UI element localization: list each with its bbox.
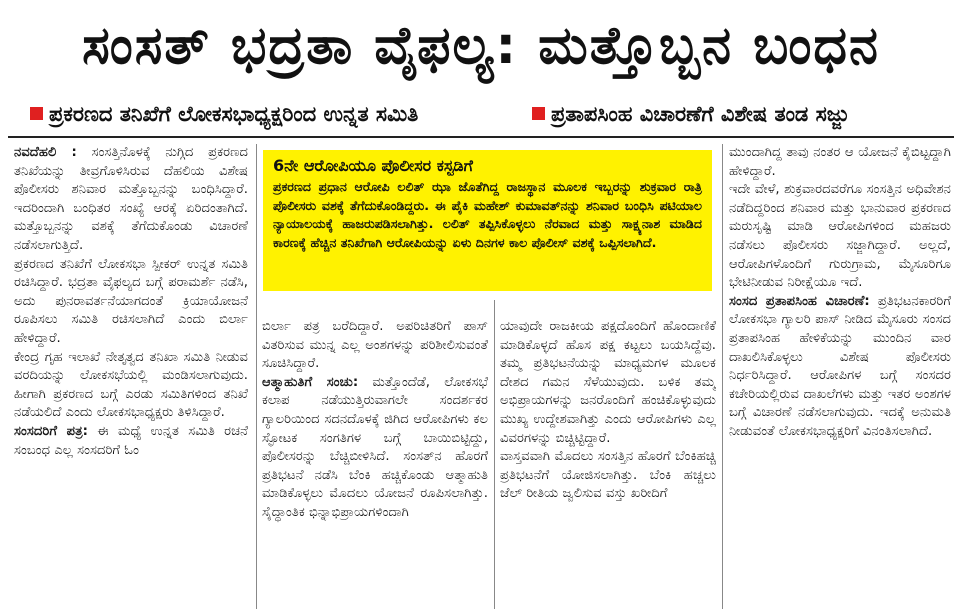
red-square-bullet	[30, 107, 43, 120]
paragraph: ವಾಸ್ತವವಾಗಿ ಮೊದಲು ಸಂಸತ್ತಿನ ಹೊರಗೆ ಬೆಂಕಿಹಚ್ಚಿ ಪ್ರತಿಭಟನೆಗೆ ಯೋಜಿಸಲಾಗಿತ್ತು. ಬೆಂಕಿ ಹಚ್ಚಲು ಜೆಲ್ ರೀತಿಯ ಜ್ವಲಿಸುವ ವಸ್ತು ಖರೀದಿಗೆ	[500, 449, 716, 502]
paragraph: ಬಿರ್ಲಾ ಪತ್ರ ಬರೆದಿದ್ದಾರೆ. ಅಪರಿಚಿತರಿಗೆ ಪಾಸ್ ವಿತರಿಸುವ ಮುನ್ನ ಎಲ್ಲ ಅಂಶಗಳನ್ನು ಪರಿಶೀಲಿಸುವಂತೆ ಸೂಚಿಸಿದ್ದಾರೆ.	[262, 319, 488, 372]
paragraph: ಕೇಂದ್ರ ಗೃಹ ಇಲಾಖೆ ನೇತೃತ್ವದ ತನಿಖಾ ಸಮಿತಿ ನೀಡುವ ವರದಿಯನ್ನು ಲೋಕಸಭೆಯಲ್ಲಿ ಮಂಡಿಸಲಾಗುವುದು. ಹೀಗಾಗಿ ಪ್ರಕರಣದ ಬಗ್ಗೆ ಎರಡು ಸಮಿತಿಗಳಿಂದ ತನಿಖೆ ನಡೆಯಲಿದೆ ಎಂದು ಲೋಕಸಭಾಧ್ಯಕ್ಷರು ತಿಳಿಸಿದ್ದಾರೆ.	[14, 349, 248, 421]
paragraph-text: ಪ್ರತಿಭಟನಕಾರರಿಗೆ ಲೋಕಸಭಾ ಗ್ಯಾಲರಿ ಪಾಸ್ ನೀಡಿದ ಮೈಸೂರು ಸಂಸದ ಪ್ರತಾಪಸಿಂಹ ಹೇಳಿಕೆಯನ್ನು ಮುಂದಿನ ವಾರ ದಾಖಲಿಸಿಕೊಳ್ಳಲು ವಿಶೇಷ ಪೊಲೀಸರು ನಿರ್ಧರಿಸಿದ್ದಾರೆ. ಆರೋಪಿಗಳ ಬಗ್ಗೆ ಸಂಸದರ ಕಚೇರಿಯಲ್ಲಿರುವ ದಾಖಲೆಗಳು ಮತ್ತು ಇತರ ಅಂಶಗಳ ಬಗ್ಗೆ ವಿಚಾರಣೆ ನಡೆಸಲಾಗುವುದು. ಇದಕ್ಕೆ ಅನುಮತಿ ನೀಡುವಂತೆ ಲೋಕಸಭಾಧ್ಯಕ್ಷರಿಗೆ ವಿನಂತಿಸಲಾಗಿದೆ.	[729, 293, 951, 439]
subhead-pratapsimha-text: ಪ್ರತಾಪಸಿಂಹ ವಿಚಾರಣೆಗೆ ವಿಶೇಷ ತಂಡ ಸಜ್ಜು	[551, 102, 849, 126]
headline: ಸಂಸತ್ ಭದ್ರತಾ ವೈಫಲ್ಯ: ಮತ್ತೊಬ್ಬನ ಬಂಧನ	[82, 16, 880, 76]
divider-rule	[8, 136, 954, 138]
paragraph-text: ಈ ಮಧ್ಯೆ ಉನ್ನತ ಸಮಿತಿ ರಚನೆ ಸಂಬಂಧ ಎಲ್ಲ ಸಂಸದರಿಗೆ ಓಂ	[14, 423, 248, 458]
subhead-committee	[30, 96, 530, 132]
subhead-pratapsimha	[532, 96, 957, 132]
paragraph-lead: ಸಂಸದ ಪ್ರತಾಪಸಿಂಹ ವಿಚಾರಣೆ:	[729, 293, 870, 309]
paragraph: ಇದೇ ವೇಳೆ, ಶುಕ್ರವಾರದವರೆಗೂ ಸಂಸತ್ತಿನ ಅಧಿವೇಶನ ನಡೆದಿದ್ದರಿಂದ ಶನಿವಾರ ಮತ್ತು ಭಾನುವಾರ ಪ್ರಕರಣದ ಮರುಸೃಷ್ಟಿ ಮಾಡಿ ಆರೋಪಿಗಳಿಂದ ಮಹಜರು ನಡೆಸಲು ಪೊಲೀಸರು ಸಜ್ಜಾಗಿದ್ದಾರೆ. ಅಲ್ಲದೆ, ಆರೋಪಿಗಳೊಂದಿಗೆ ಗುರುಗ್ರಾಮ, ಮೈಸೂರಿಗೂ ಭೇಟಿನೀಡುವ ನಿರೀಕ್ಷೆಯೂ ಇದೆ.	[729, 182, 951, 291]
paragraph-lead: ಸಂಸದರಿಗೆ ಪತ್ರ:	[14, 423, 88, 439]
paragraph-text: ಮತ್ತೊಂದೆಡೆ, ಲೋಕಸಭೆ ಕಲಾಪ ನಡೆಯುತ್ತಿರುವಾಗಲೇ ಸಂದರ್ಶಕರ ಗ್ಯಾಲರಿಯಿಂದ ಸದನದೊಳಕ್ಕೆ ಜಿಗಿದ ಆರೋಪಿಗಳು ಕಲ ಸ್ಫೋಟಕ ಸಂಗತಿಗಳ ಬಗ್ಗೆ ಬಾಯಿಬಿಟ್ಟಿದ್ದು, ಪೊಲೀಸರನ್ನು ಬೆಚ್ಚಿಬೀಳಿಸಿದೆ. ಸಂಸತ್‌ನ ಹೊರಗೆ ಪ್ರತಿಭಟನೆ ನಡೆಸಿ ಬೆಂಕಿ ಹಚ್ಚಿಕೊಂಡು ಆತ್ಮಾಹುತಿ ಮಾಡಿಕೊಳ್ಳಲು ಮೊದಲು ಯೋಜನೆ ರೂಪಿಸಲಾಗಿತ್ತು. ಸೈದ್ಧಾಂತಿಕ ಭಿನ್ನಾಭಿಪ್ರಾಯಗಳಿಂದಾಗಿ	[262, 374, 488, 520]
article-column-1	[14, 144, 248, 609]
paragraph	[14, 144, 248, 256]
article-column-2	[262, 318, 488, 609]
article-column-3	[500, 318, 716, 609]
highlight-box-title: 6ನೇ ಆರೋಪಿಯೂ ಪೊಲೀಸರ ಕಸ್ಟಡಿಗೆ	[273, 156, 473, 175]
highlight-box-body: ಪ್ರಕರಣದ ಪ್ರಧಾನ ಆರೋಪಿ ಲಲಿತ್ ಝಾ ಜೊತೆಗಿದ್ದ ರಾಜಸ್ಥಾನ ಮೂಲಕ ಇಬ್ಬರನ್ನು ಶುಕ್ರವಾರ ರಾತ್ರಿ ಪೊಲೀಸರು ವಶಕ್ಕೆ ತೆಗೆದುಕೊಂಡಿದ್ದರು. ಈ ಪೈಕಿ ಮಹೇಶ್ ಕುಮಾವತ್‌ನನ್ನು ಶನಿವಾರ ಬಂಧಿಸಿ ಪಟಿಯಾಲ ನ್ಯಾಯಾಲಯಕ್ಕೆ ಹಾಜರುಪಡಿಸಲಾಗಿತ್ತು. ಲಲಿತ್ ತಪ್ಪಿಸಿಕೊಳ್ಳಲು ನೆರವಾದ ಮತ್ತು ಸಾಕ್ಷ್ಯನಾಶ ಮಾಡಿದ ಕಾರಣಕ್ಕೆ ಹೆಚ್ಚಿನ ತನಿಖೆಗಾಗಿ ಆರೋಪಿಯನ್ನು ಏಳು ದಿನಗಳ ಕಾಲ ಪೊಲೀಸ್ ವಶಕ್ಕೆ ಒಪ್ಪಿಸಲಾಗಿದೆ.	[273, 179, 702, 250]
paragraph	[729, 293, 951, 442]
article-column-4	[729, 144, 951, 609]
paragraph: ಪ್ರಕರಣದ ತನಿಖೆಗೆ ಲೋಕಸಭಾ ಸ್ಪೀಕರ್ ಉನ್ನತ ಸಮಿತಿ ರಚಿಸಿದ್ದಾರೆ. ಭದ್ರತಾ ವೈಫಲ್ಯದ ಬಗ್ಗೆ ಪರಾಮರ್ಶೆ ನಡೆಸಿ, ಅದು ಪುನರಾವರ್ತನೆಯಾಗದಂತೆ ಕ್ರಿಯಾಯೋಜನೆ ರೂಪಿಸಲು ಸಮಿತಿ ರಚಿಸಲಾಗಿದೆ ಎಂದು ಬಿರ್ಲಾ ಹೇಳಿದ್ದಾರೆ.	[14, 256, 248, 346]
highlight-box	[263, 150, 712, 291]
dateline: ನವದೆಹಲಿ :	[14, 145, 77, 160]
paragraph-text: ಸಂಸತ್ತಿನೊಳಕ್ಕೆ ನುಗ್ಗಿದ ಪ್ರಕರಣದ ತನಿಖೆಯನ್ನು ತೀವ್ರಗೊಳಿಸಿರುವ ದೆಹಲಿಯ ವಿಶೇಷ ಪೊಲೀಸರು ಶನಿವಾರ ಮತ್ತೊಬ್ಬನನ್ನು ಬಂಧಿಸಿದ್ದಾರೆ. ಇದರಿಂದಾಗಿ ಬಂಧಿತರ ಸಂಖ್ಯೆ ಆರಕ್ಕೆ ಏರಿದಂತಾಗಿದೆ. ಮತ್ತೊಬ್ಬನನ್ನು ವಶಕ್ಕೆ ತೆಗೆದುಕೊಂಡು ವಿಚಾರಣೆ ನಡೆಸಲಾಗುತ್ತಿದೆ.	[14, 145, 248, 253]
red-square-bullet	[532, 107, 545, 120]
paragraph: ಮುಂದಾಗಿದ್ದ ತಾವು ನಂತರ ಆ ಯೋಜನೆ ಕೈಬಿಟ್ಟದ್ದಾಗಿ ಹೇಳಿದ್ದಾರೆ.	[729, 145, 951, 179]
column-divider	[494, 300, 495, 609]
column-divider	[722, 144, 723, 609]
paragraph	[14, 423, 248, 460]
paragraph-lead: ಆತ್ಮಾಹುತಿಗೆ ಸಂಚು:	[262, 374, 359, 390]
paragraph	[262, 374, 488, 523]
column-divider	[256, 144, 257, 609]
subhead-committee-text: ಪ್ರಕರಣದ ತನಿಖೆಗೆ ಲೋಕಸಭಾಧ್ಯಕ್ಷರಿಂದ ಉನ್ನತ ಸಮಿತಿ	[49, 102, 419, 126]
paragraph: ಯಾವುದೇ ರಾಜಕೀಯ ಪಕ್ಷದೊಂದಿಗೆ ಹೊಂದಾಣಿಕೆ ಮಾಡಿಕೊಳ್ಳದೆ ಹೊಸ ಪಕ್ಷ ಕಟ್ಟಲು ಬಯಸಿದ್ದೆವು. ತಮ್ಮ ಪ್ರತಿಭಟನೆಯನ್ನು ಮಾಧ್ಯಮಗಳ ಮೂಲಕ ದೇಶದ ಗಮನ ಸೆಳೆಯುವುದು. ಬಳಿಕ ತಮ್ಮ ಅಭಿಪ್ರಾಯಗಳನ್ನು ಜನರೊಂದಿಗೆ ಹಂಚಿಕೊಳ್ಳುವುದು ಮುಖ್ಯ ಉದ್ದೇಶವಾಗಿತ್ತು ಎಂದು ಆರೋಪಿಗಳು ಎಲ್ಲ ವಿವರಗಳನ್ನು ಬಿಚ್ಚಿಟ್ಟಿದ್ದಾರೆ.	[500, 319, 716, 446]
